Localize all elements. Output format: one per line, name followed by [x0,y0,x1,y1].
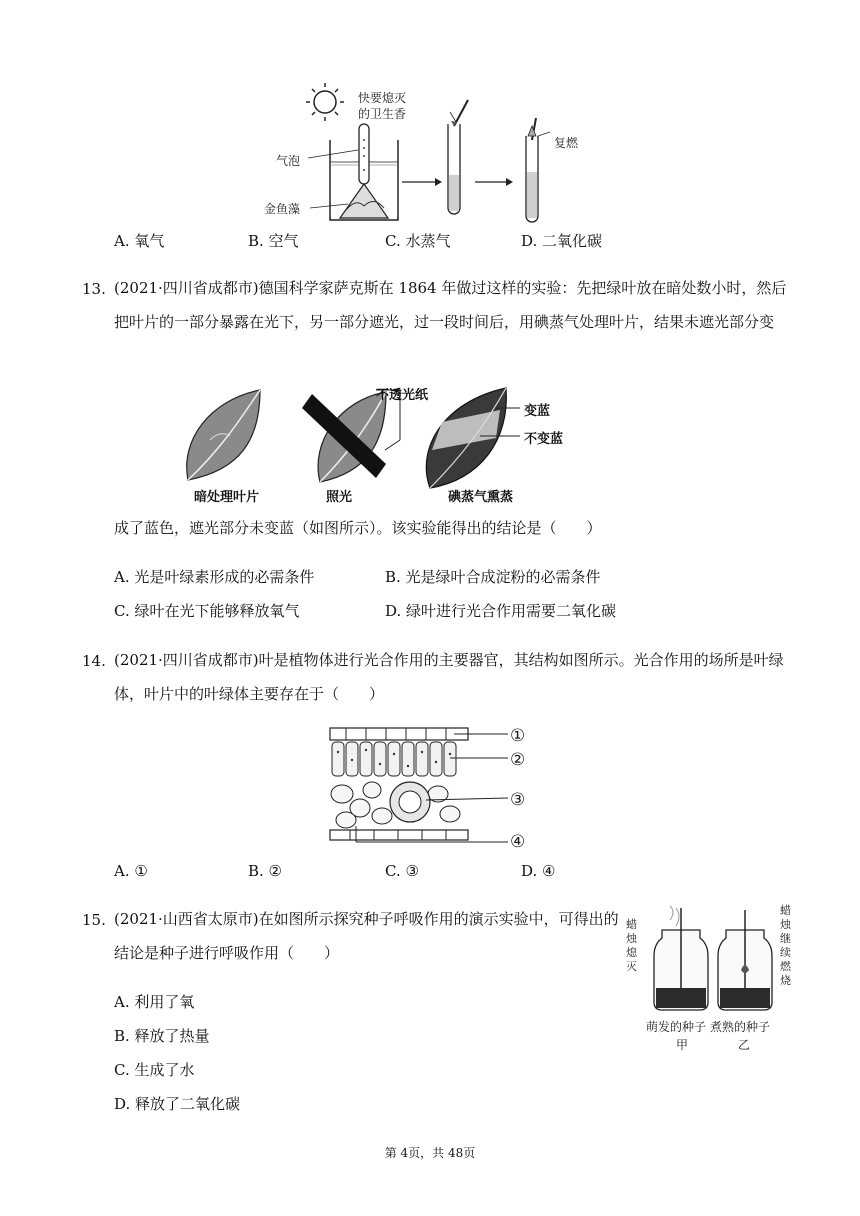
q12-label-relight: 复燃 [554,136,579,150]
q12-label-bubbles: 气泡 [276,154,301,168]
q14-stem-line2: 体，叶片中的叶绿体主要存在于（ ） [114,685,385,703]
q14-label-3: ③ [510,790,526,810]
q15-label-left-jar: 甲 [676,1038,689,1052]
q13-caption-dark: 暗处理叶片 [194,490,260,505]
q13-label-blue: 变蓝 [524,404,551,419]
q14-option-d[interactable]: D. ④ [521,862,556,880]
q15-label-right-seed: 煮熟的种子 [710,1020,771,1034]
q15-stem-line2: 结论是种子进行呼吸作用（ ） [114,944,340,962]
q14-label-4: ④ [510,832,526,852]
q13-stem-line3: 成了蓝色，遮光部分未变蓝（如图所示）。该实验能得出的结论是（ ） [114,519,602,537]
q13-caption-iodine: 碘蒸气熏蒸 [448,490,514,505]
q12-option-d[interactable]: D. 二氧化碳 [521,232,603,250]
sun-icon [306,83,344,121]
q14-label-1: ① [510,726,526,746]
q15-label-right-candle: 蜡烛继续燃烧 [780,904,791,987]
q13-option-d[interactable]: D. 绿叶进行光合作用需要二氧化碳 [385,602,617,620]
q15-option-b[interactable]: B. 释放了热量 [114,1027,210,1045]
q15-stem-line1: (2021·山西省太原市)在如图所示探究种子呼吸作用的演示实验中，可得出的 [114,910,619,928]
q13-label-not-blue: 不变蓝 [524,432,564,447]
q15-label-left-seed: 萌发的种子 [646,1020,707,1034]
q15-label-right-jar: 乙 [738,1038,751,1052]
q13-stem-line1: (2021·四川省成都市)德国科学家萨克斯在 1864 年做过这样的实验：先把绿叶放在暗处数小时，然后 [114,279,787,297]
q14-option-a[interactable]: A. ① [114,862,148,880]
q12-label-incense: 快要熄灭的卫生香 [358,91,407,121]
q15-option-a[interactable]: A. 利用了氧 [114,993,195,1011]
q15-number: 15. [82,911,106,929]
q13-option-c[interactable]: C. 绿叶在光下能够释放氧气 [114,602,300,620]
q13-number: 13. [82,280,106,298]
page-footer: 第 4页，共 48页 [384,1146,476,1160]
q12-option-a[interactable]: A. 氧气 [114,232,165,250]
q14-leaf-section-figure [326,724,536,856]
q15-option-d[interactable]: D. 释放了二氧化碳 [114,1095,241,1113]
q12-label-waterweed: 金鱼藻 [264,202,301,216]
q14-option-c[interactable]: C. ③ [385,862,419,880]
q15-jar-figure [640,904,790,1014]
q13-caption-light: 照光 [326,490,353,505]
q12-option-c[interactable]: C. 水蒸气 [385,232,451,250]
q14-option-b[interactable]: B. ② [248,862,283,880]
q12-figure [270,80,610,230]
q13-stem-line2: 把叶片的一部分暴露在光下，另一部分遮光，过一段时间后，用碘蒸气处理叶片，结果未遮光部分变 [114,313,775,331]
q14-number: 14. [82,652,106,670]
q13-label-paper: 不透光纸 [376,388,429,403]
q12-option-b[interactable]: B. 空气 [248,232,299,250]
q15-label-left-candle: 蜡烛熄灭 [626,918,637,973]
q13-option-b[interactable]: B. 光是绿叶合成淀粉的必需条件 [385,568,601,586]
q14-stem-line1: (2021·四川省成都市)叶是植物体进行光合作用的主要器官，其结构如图所示。光合作用的场所是叶绿 [114,651,784,669]
q14-label-2: ② [510,750,526,770]
q15-option-c[interactable]: C. 生成了水 [114,1061,195,1079]
q13-option-a[interactable]: A. 光是叶绿素形成的必需条件 [114,568,315,586]
